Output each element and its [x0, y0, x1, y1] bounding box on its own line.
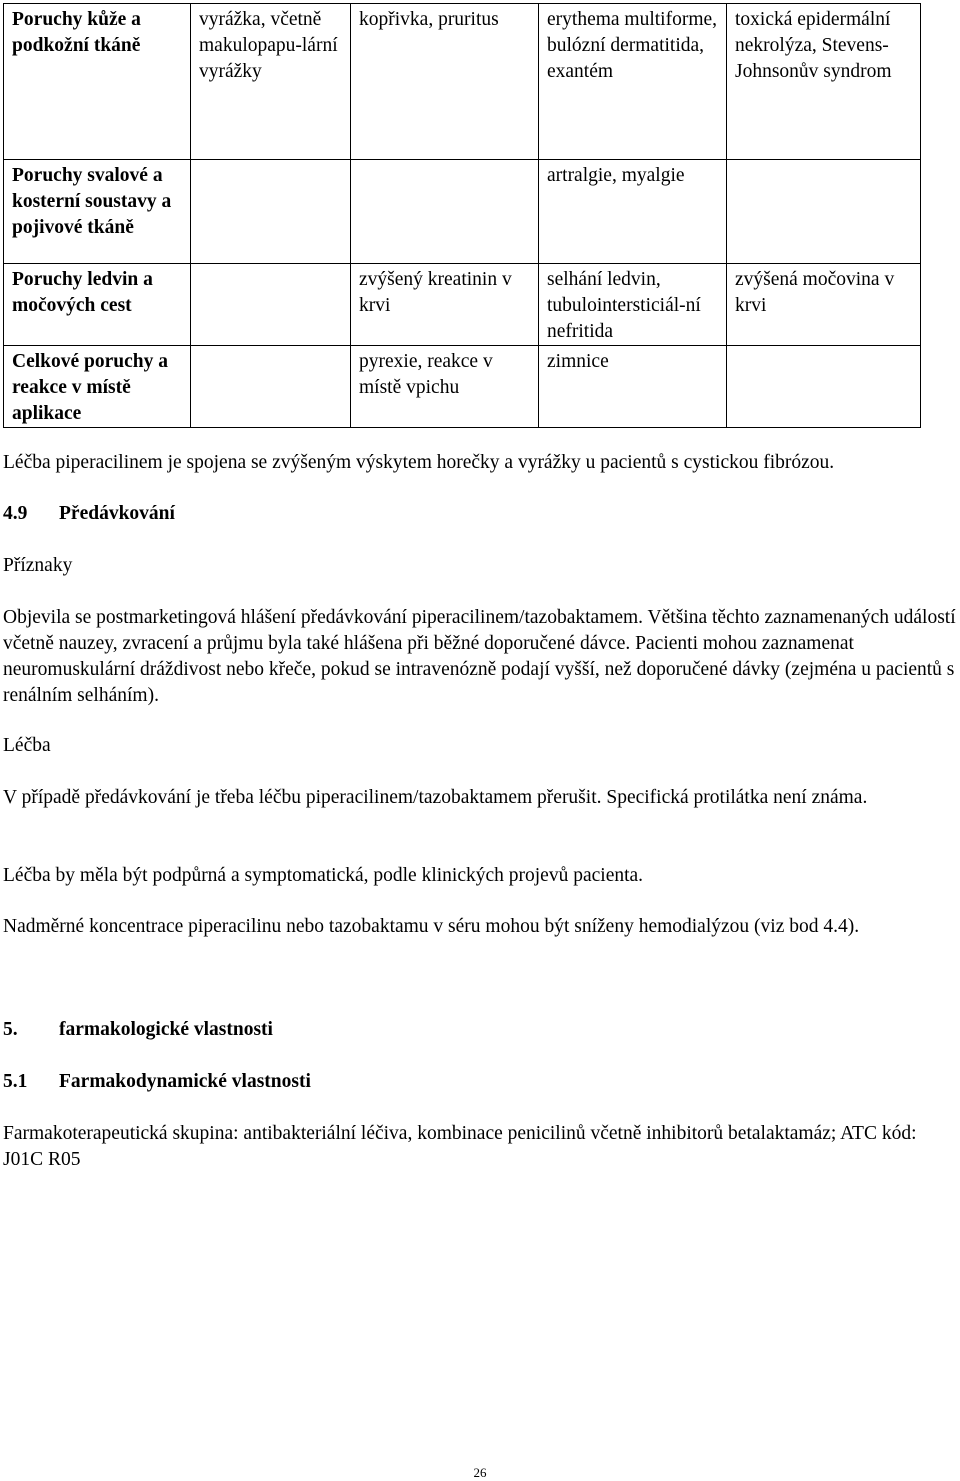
treatment-paragraph: V případě předávkování je třeba léčbu piperacilinem/tazobaktamem přerušit. Specifická protilátka není známa. — [3, 787, 868, 808]
table-cell: pyrexie, reakce v místě vpichu — [351, 346, 539, 428]
section-number: 5. — [3, 1019, 18, 1040]
table-row — [4, 346, 921, 428]
table-cell: Poruchy kůže a podkožní tkáně — [4, 4, 191, 160]
table-cell: erythema multiforme, bulózní dermatitida, exantém — [539, 4, 727, 160]
table-cell: artralgie, myalgie — [539, 160, 727, 264]
table-cell: Poruchy svalové a kosterní soustavy a pojivové tkáně — [4, 160, 191, 264]
table-row — [4, 160, 921, 264]
table-row — [4, 4, 921, 160]
adverse-reactions-table — [3, 3, 921, 428]
section-number: 5.1 — [3, 1071, 28, 1092]
section-4-9-heading — [3, 501, 958, 527]
table-cell: zimnice — [539, 346, 727, 428]
table-cell: vyrážka, včetně makulopapu-lární vyrážky — [191, 4, 351, 160]
table-row — [4, 264, 921, 346]
symptoms-paragraph: Objevila se postmarketingová hlášení předávkování piperacilinem/tazobaktamem. Většina těchto zaznamenaných událostí včetně nauzey, zvracení a průjmu byla také hlášena při běžné doporučené dávce. Pacienti mohou zaznamenat neuromuskulární dráždivost nebo křeče, pokud se intravenózně podají vyšší, než doporučené dávky (zejména u pacientů s renálním selháním). — [3, 607, 956, 706]
treatment-paragraph: Léčba by měla být podpůrná a symptomatická, podle klinických projevů pacienta. — [3, 865, 644, 886]
table-cell: Celkové poruchy a reakce v místě aplikace — [4, 346, 191, 428]
table-cell: selhání ledvin, tubulointersticiál-ní nefritida — [539, 264, 727, 346]
treatment-heading: Léčba — [3, 735, 51, 756]
section-title: Předávkování — [59, 503, 175, 524]
table-cell — [191, 346, 351, 428]
section-5-heading — [3, 1017, 958, 1043]
table-cell — [727, 160, 921, 264]
section-5-1-heading — [3, 1069, 958, 1095]
symptoms-heading: Příznaky — [3, 555, 73, 576]
section-title: farmakologické vlastnosti — [59, 1019, 273, 1040]
pharmacotherapeutic-paragraph: Farmakoterapeutická skupina: antibakteriální léčiva, kombinace penicilinů včetně inhibitorů betalaktamáz; ATC kód: J01C R05 — [3, 1123, 917, 1170]
table-cell — [351, 160, 539, 264]
page-number: 26 — [473, 1465, 487, 1480]
treatment-paragraph: Nadměrné koncentrace piperacilinu nebo tazobaktamu v séru mohou být sníženy hemodialýzou (viz bod 4.4). — [3, 916, 860, 937]
cystic-fibrosis-note: Léčba piperacilinem je spojena se zvýšeným výskytem horečky a vyrážky u pacientů s cystickou fibrózou. — [3, 452, 835, 473]
table-cell — [191, 160, 351, 264]
table-cell: toxická epidermální nekrolýza, Stevens-Johnsonův syndrom — [727, 4, 921, 160]
table-cell: zvýšená močovina v krvi — [727, 264, 921, 346]
table-cell — [191, 264, 351, 346]
section-number: 4.9 — [3, 503, 28, 524]
table-cell: zvýšený kreatinin v krvi — [351, 264, 539, 346]
table-cell: kopřivka, pruritus — [351, 4, 539, 160]
table-cell: Poruchy ledvin a močových cest — [4, 264, 191, 346]
table-cell — [727, 346, 921, 428]
section-title: Farmakodynamické vlastnosti — [59, 1071, 311, 1092]
